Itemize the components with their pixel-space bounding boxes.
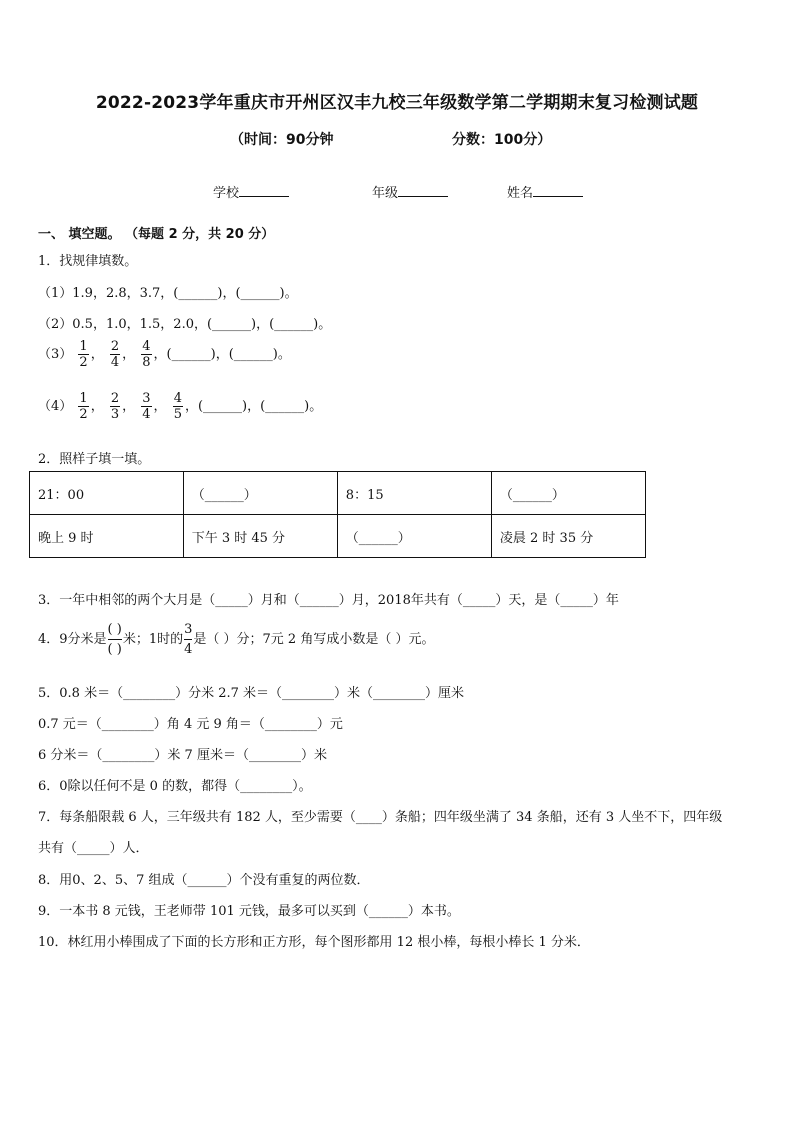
table-cell: （______） bbox=[491, 472, 645, 515]
fraction: $\frac{1}{2}$ bbox=[79, 391, 88, 422]
table-cell: 21：00 bbox=[30, 472, 184, 515]
name-label: 姓名 bbox=[507, 186, 534, 201]
fraction: $\frac{2}{4}$ bbox=[110, 339, 120, 370]
q7-line1: 7．每条船限载 6 人，三年级共有 182 人，至少需要（____）条船；四年级坐满了 34 条船，还有 3 人坐不下，四年级 bbox=[38, 810, 723, 825]
fraction: $\frac{1}{2}$ bbox=[79, 339, 88, 370]
name-field bbox=[507, 182, 583, 201]
q1-part3: （3） $\frac{1}{2}$ ， $\frac{2}{4}$ ， $\frac{4}{8}$ ，(______)，(______)。 bbox=[38, 339, 291, 370]
grade-blank bbox=[398, 184, 448, 197]
school-blank bbox=[239, 184, 289, 197]
q1-part3-tail: ，(______)，(______)。 bbox=[153, 347, 291, 362]
grade-label: 年级 bbox=[372, 186, 399, 201]
section-heading: 一、 填空题。 （每题 2 分，共 20 分） bbox=[38, 227, 275, 242]
q10: 10．林红用小棒围成了下面的长方形和正方形，每个图形都用 12 根小棒，每根小棒长 1 分米． bbox=[38, 935, 590, 950]
exam-time: （时间：90分钟 bbox=[230, 132, 334, 148]
q1-part1: （1）1.9，2.8，3.7，(______)，(______)。 bbox=[38, 286, 298, 301]
q6: 6．0除以任何不是 0 的数，都得（________）。 bbox=[38, 779, 312, 794]
table-row bbox=[30, 472, 646, 515]
q3: 3．一年中相邻的两个大月是（_____）月和（______）月，2018年共有（_____）天，是（_____）年 bbox=[38, 593, 619, 608]
q9: 9．一本书 8 元钱，王老师带 101 元钱，最多可以买到（______）本书。 bbox=[38, 904, 460, 919]
q8: 8．用0、2、5、7 组成（______）个没有重复的两位数． bbox=[38, 873, 370, 888]
q1-part2: （2）0.5，1.0，1.5，2.0，(______)，(______)。 bbox=[38, 317, 332, 332]
q5-line1: 5．0.8 米＝（________）分米 2.7 米＝（________）米（________）厘米 bbox=[38, 686, 465, 701]
table-cell: 下午 3 时 45 分 bbox=[183, 515, 337, 558]
q1-part3-label: （3） bbox=[38, 347, 73, 362]
page-title: 2022-2023学年重庆市开州区汉丰九校三年级数学第二学期期末复习检测试题 bbox=[95, 93, 699, 113]
time-table bbox=[29, 471, 646, 558]
exam-score: 分数：100分） bbox=[452, 132, 552, 148]
name-blank bbox=[533, 184, 583, 197]
table-cell: 8：15 bbox=[337, 472, 491, 515]
fraction: ( ) ( ) bbox=[107, 622, 122, 657]
school-field bbox=[213, 182, 289, 201]
fraction: $\frac{2}{3}$ bbox=[110, 391, 120, 422]
q1-stem: 1．找规律填数。 bbox=[38, 254, 138, 269]
q1-part4-tail: ，(______)，(______)。 bbox=[184, 399, 323, 414]
school-label: 学校 bbox=[213, 186, 240, 201]
fraction: $\frac{4}{8}$ bbox=[142, 339, 151, 370]
q5-line2: 0.7 元＝（________）角 4 元 9 角＝（________）元 bbox=[38, 717, 343, 732]
fraction: $\frac{3}{4}$ bbox=[184, 622, 193, 657]
q4-text-b: 米；1时的 bbox=[122, 632, 184, 647]
q7-line2: 共有（_____）人． bbox=[38, 841, 149, 856]
table-row bbox=[30, 515, 646, 558]
table-cell: （______） bbox=[337, 515, 491, 558]
table-cell: 凌晨 2 时 35 分 bbox=[491, 515, 645, 558]
table-cell: 晚上 9 时 bbox=[30, 515, 184, 558]
grade-field bbox=[372, 182, 448, 201]
q5-line3: 6 分米＝（________）米 7 厘米＝（________）米 bbox=[38, 748, 327, 763]
q4 bbox=[38, 620, 434, 659]
q1-part4: （4） $\frac{1}{2}$ ， $\frac{2}{3}$ ， $\frac{3}{4}$ ， $\frac{4}{5}$ ，(______)，(______)。 bbox=[38, 391, 323, 422]
q4-text-a: 4．9分米是 bbox=[38, 632, 107, 647]
fraction: $\frac{4}{5}$ bbox=[173, 391, 182, 422]
q2-stem: 2．照样子填一填。 bbox=[38, 452, 151, 467]
q4-text-c: 是（ ）分；7元 2 角写成小数是（ ）元。 bbox=[193, 632, 435, 647]
fraction: $\frac{3}{4}$ bbox=[142, 391, 151, 422]
table-cell: （______） bbox=[183, 472, 337, 515]
q1-part4-label: （4） bbox=[38, 399, 73, 414]
